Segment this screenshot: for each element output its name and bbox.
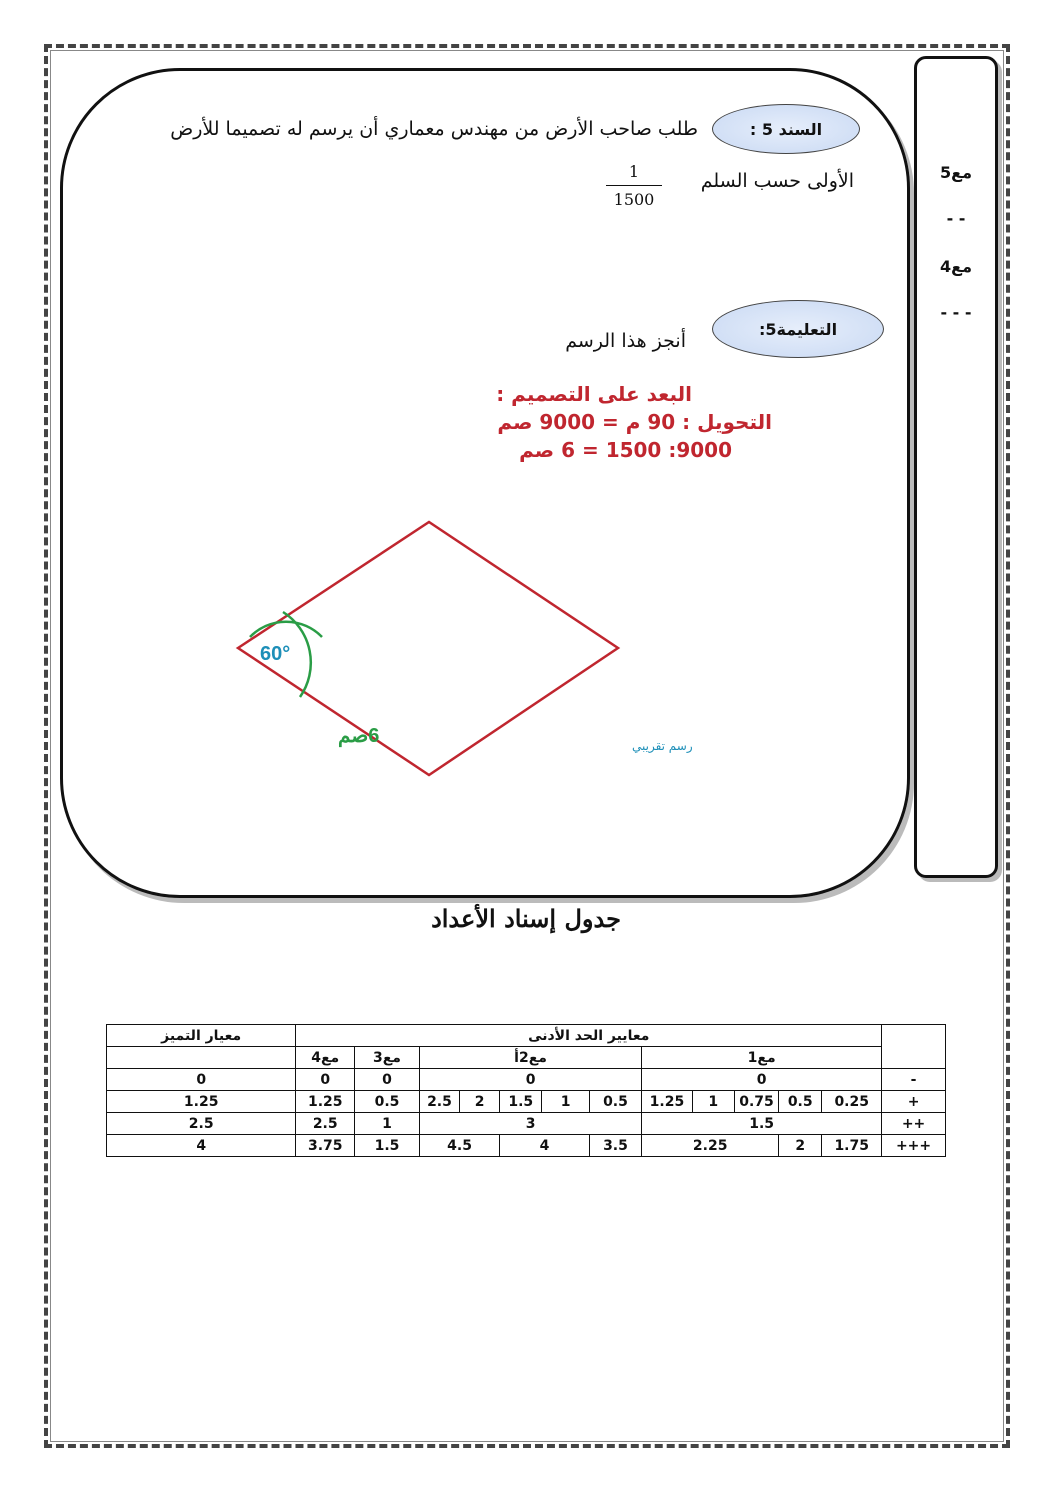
side-criterion-4: مع4 [940, 257, 972, 276]
criterion-2-cell: 0 [419, 1069, 641, 1091]
table-title: جدول إسناد الأعداد [431, 904, 621, 933]
side-length-label: 6صم [338, 725, 380, 747]
compass-arc-top [250, 622, 322, 637]
criterion-3-cell: 1.5 [355, 1135, 420, 1157]
excellence-cell: 0 [107, 1069, 296, 1091]
criterion-1-cell: 1.75 [822, 1135, 882, 1157]
criterion-2-cell: 0.5 [589, 1091, 641, 1113]
instruction-text: أنجز هذا الرسم [565, 330, 686, 352]
solution-line-2: التحويل : 90 م = 9000 صم [497, 410, 772, 434]
table-row [107, 1135, 946, 1157]
instruction-label: التعليمة5: [758, 319, 838, 339]
table-row [107, 1069, 946, 1091]
criterion-4-cell: 2.5 [296, 1113, 355, 1135]
sanad-line-1: طلب صاحب الأرض من مهندس معماري أن يرسم له تصميما للأرض [170, 118, 698, 140]
criterion-2-header: مع2أ [419, 1047, 641, 1069]
excellence-subheader [107, 1047, 296, 1069]
criterion-3-cell: 0.5 [355, 1091, 420, 1113]
sanad-label: السند 5 : [749, 119, 823, 139]
grade-cell: ++ [882, 1113, 946, 1135]
approximate-drawing-note: رسم تقريبي [632, 739, 693, 753]
criterion-2-cell: 4.5 [419, 1135, 499, 1157]
grade-header [882, 1025, 946, 1069]
grade-cell: - [882, 1069, 946, 1091]
criterion-1-cell: 1.25 [642, 1091, 692, 1113]
table-row [107, 1091, 946, 1113]
sanad-line-2: الأولى حسب السلم [700, 170, 854, 192]
criterion-4-cell: 3.75 [296, 1135, 355, 1157]
grade-cell: +++ [882, 1135, 946, 1157]
excellence-cell: 2.5 [107, 1113, 296, 1135]
minimum-criteria-header: معايير الحد الأدنى [296, 1025, 882, 1047]
side-separator: - - - [940, 303, 972, 322]
criterion-2-cell: 3.5 [589, 1135, 641, 1157]
excellence-cell: 4 [107, 1135, 296, 1157]
criterion-1-cell: 0 [642, 1069, 882, 1091]
grading-table [106, 1024, 946, 1157]
criterion-3-cell: 0 [355, 1069, 420, 1091]
criterion-2-cell: 3 [419, 1113, 641, 1135]
rhombus-shape [238, 522, 618, 775]
scale-denominator: 1500 [613, 190, 655, 209]
criterion-4-cell: 0 [296, 1069, 355, 1091]
scale-numerator: 1 [606, 162, 662, 186]
criterion-2-cell: 4 [500, 1135, 590, 1157]
criterion-1-cell: 0.25 [822, 1091, 882, 1113]
criterion-1-cell: 0.5 [779, 1091, 822, 1113]
criterion-2-cell: 1.5 [500, 1091, 542, 1113]
criterion-1-cell: 1 [692, 1091, 734, 1113]
side-criterion-5: مع5 [940, 163, 972, 182]
criterion-2-cell: 2.5 [419, 1091, 459, 1113]
criterion-2-cell: 1 [542, 1091, 589, 1113]
criterion-4-header: مع4 [296, 1047, 355, 1069]
criterion-1-header: مع1 [642, 1047, 882, 1069]
side-separator: - - [946, 209, 966, 228]
criterion-1-cell: 2 [779, 1135, 822, 1157]
grade-cell: + [882, 1091, 946, 1113]
criterion-1-cell: 1.5 [642, 1113, 882, 1135]
criterion-1-cell: 0.75 [734, 1091, 778, 1113]
criterion-4-cell: 1.25 [296, 1091, 355, 1113]
criterion-2-cell: 2 [460, 1091, 500, 1113]
criterion-1-cell: 2.25 [642, 1135, 779, 1157]
excellence-header: معيار التميز [107, 1025, 296, 1047]
solution-line-1: البعد على التصميم : [496, 382, 692, 406]
criterion-3-header: مع3 [355, 1047, 420, 1069]
excellence-cell: 1.25 [107, 1091, 296, 1113]
solution-line-3: 9000: 1500 = 6 صم [519, 438, 732, 462]
table-row [107, 1113, 946, 1135]
criterion-3-cell: 1 [355, 1113, 420, 1135]
angle-label: 60° [260, 643, 291, 665]
